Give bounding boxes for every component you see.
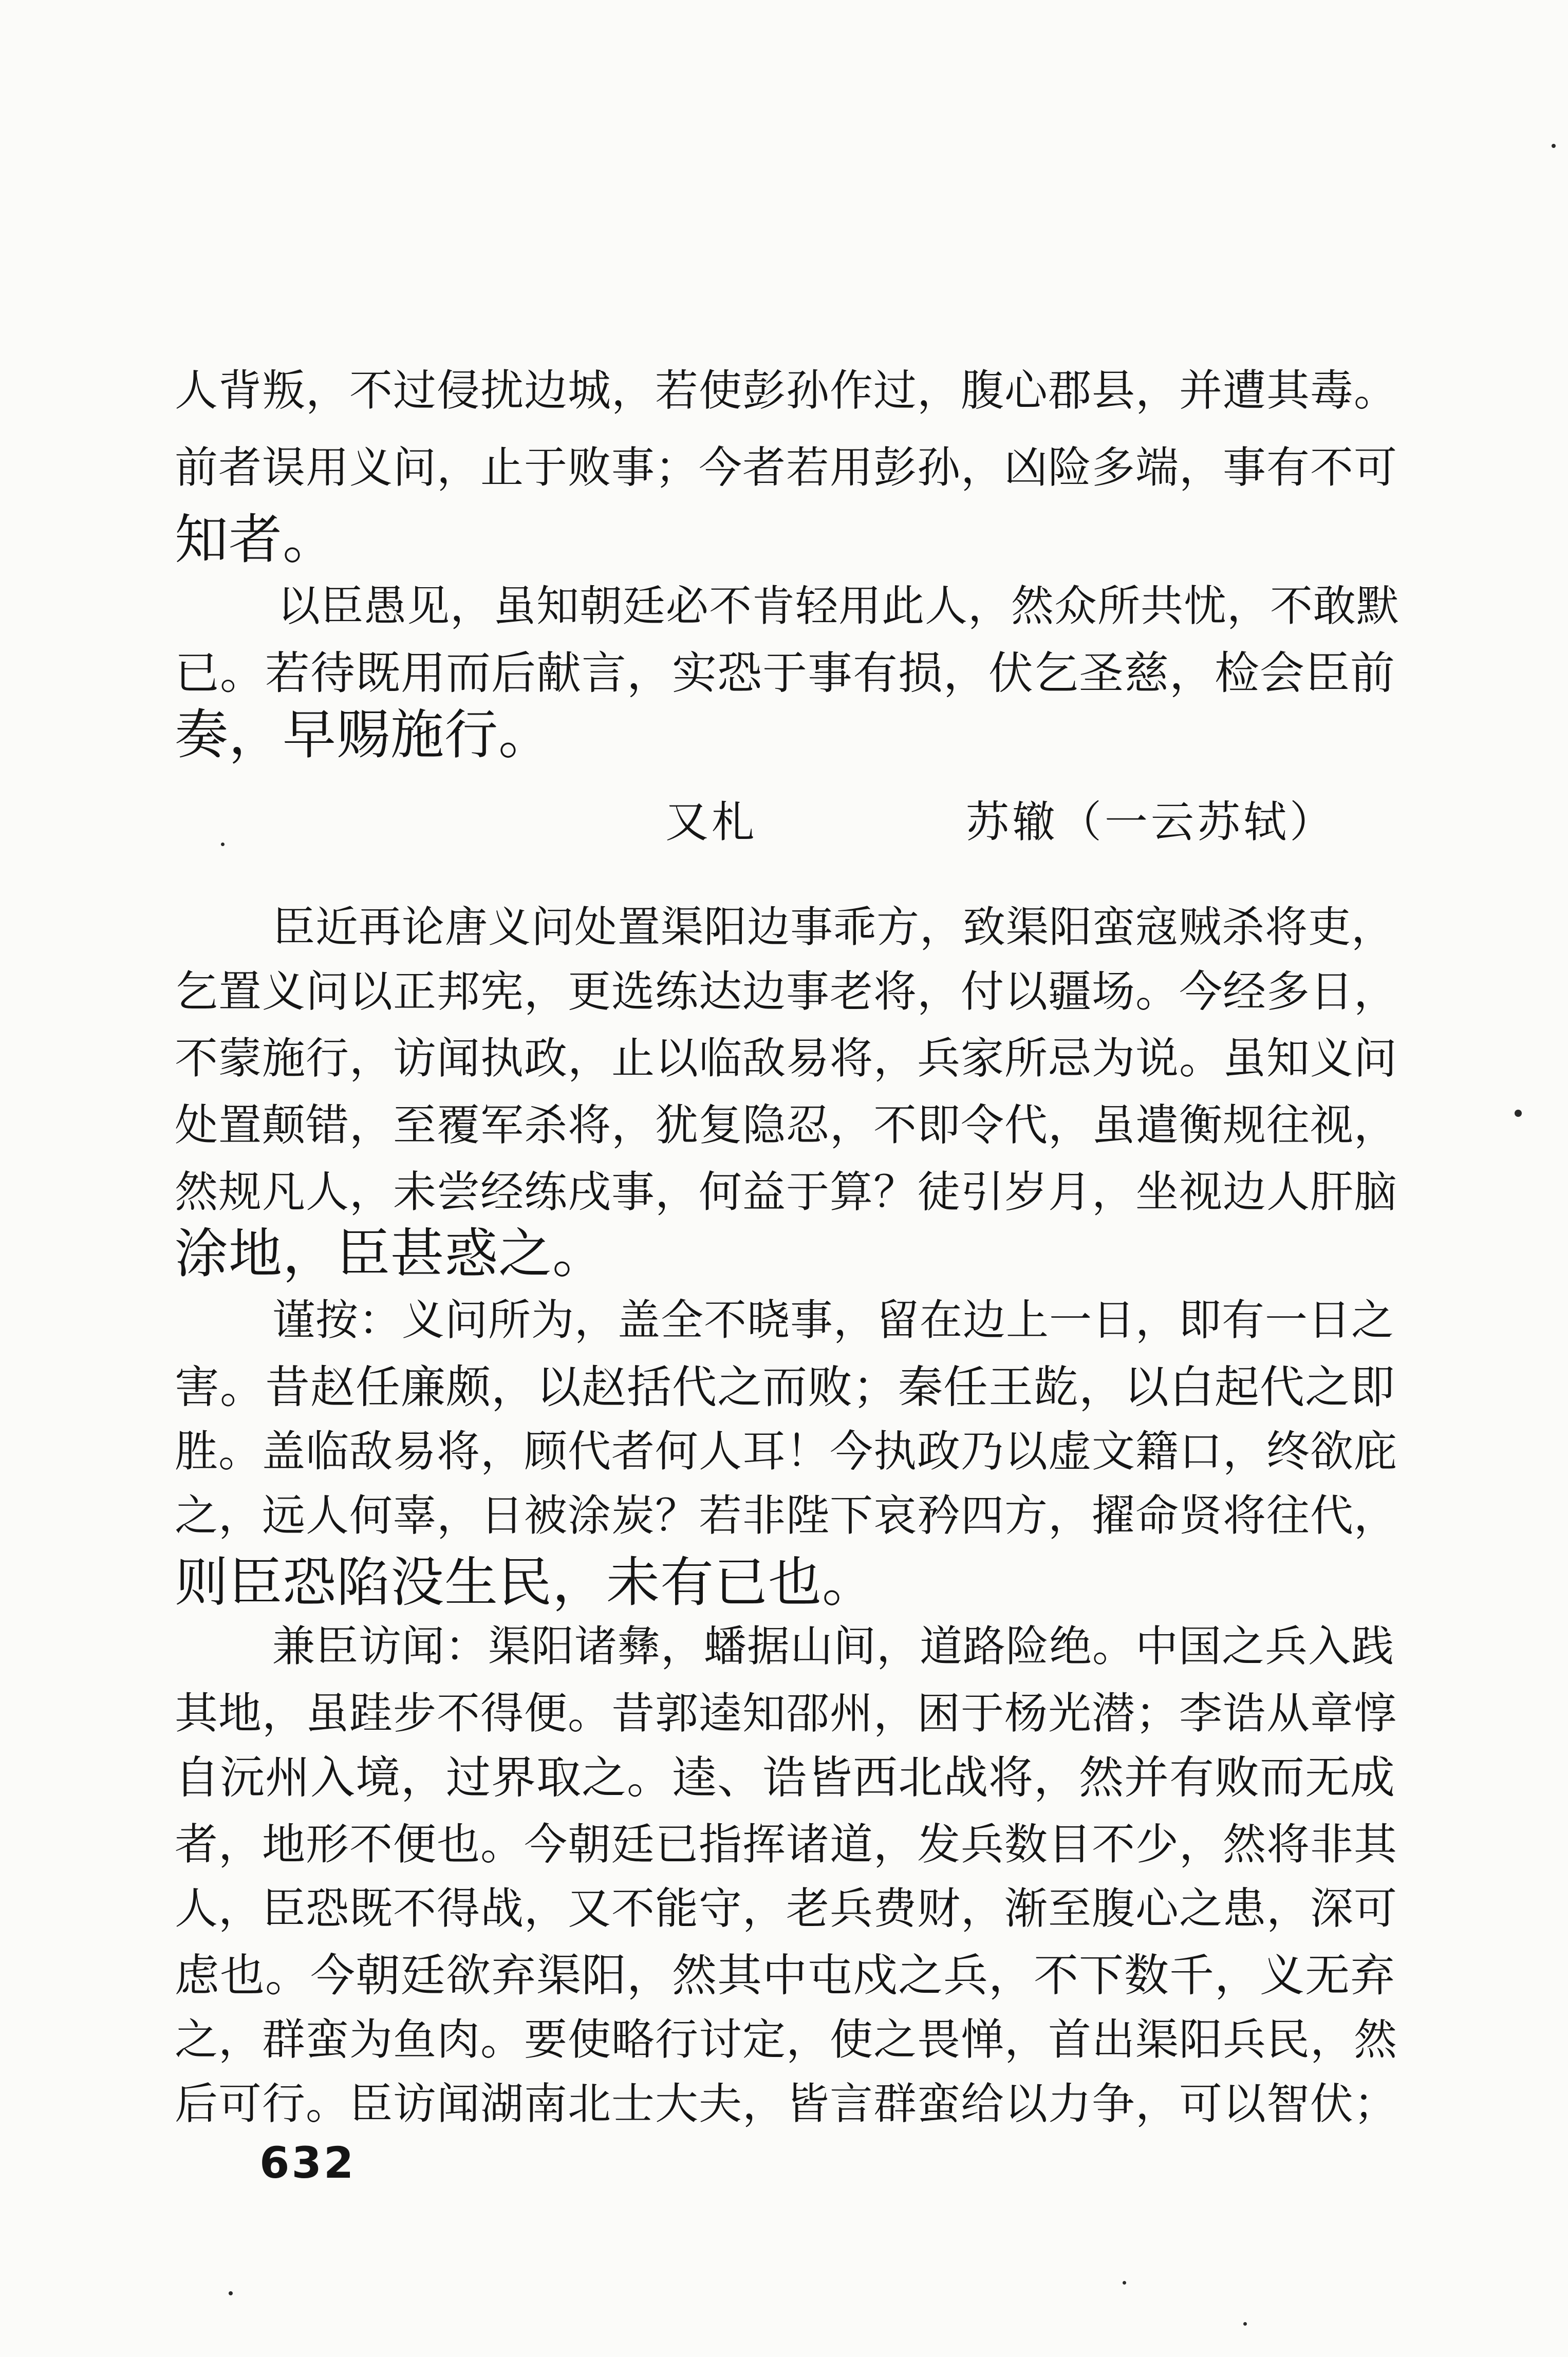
text-line: 知者。 <box>175 508 337 571</box>
text-line: 以臣愚见，虽知朝廷必不肯轻用此人，然众所共忧，不敢默 <box>277 581 1399 631</box>
text-line: 乞置义问以正邦宪，更选练达边事老将，付以疆场。今经多日， <box>175 966 1398 1017</box>
text-line: 兼臣访闻：渠阳诸彝，蟠据山间，道路险绝。中国之兵入践 <box>272 1621 1394 1671</box>
section-author: 苏辙（一云苏轼） <box>966 797 1336 847</box>
text-line: 奏，早赐施行。 <box>175 703 553 766</box>
scan-speck <box>1123 2281 1126 2285</box>
text-line: 其地，虽跬步不得便。昔郭逵知邵州，困于杨光潜；李诰从章惇 <box>175 1688 1398 1738</box>
text-line: 人，臣恐既不得战，又不能守，老兵费财，渐至腹心之患，深可 <box>175 1883 1398 1934</box>
scan-speck <box>1515 1110 1522 1117</box>
text-line: 涂地，臣甚惑之。 <box>175 1222 607 1285</box>
text-line: 胜。盖临敌易将，顾代者何人耳！今执政乃以虚文籍口，终欲庇 <box>175 1426 1398 1476</box>
text-line: 自沅州入境，过界取之。逵、诰皆西北战将，然并有败而无成 <box>175 1751 1395 1804</box>
text-line: 已。若待既用而后献言，实恐于事有损，伏乞圣慈，检会臣前 <box>175 647 1395 699</box>
text-line: 处置颠错，至覆军杀将，犹复隐忍，不即令代，虽遣衡规往视， <box>175 1100 1398 1150</box>
text-line: 之，远人何辜，日被涂炭？若非陛下哀矜四方，擢命贤将往代， <box>175 1490 1398 1541</box>
scan-speck <box>229 2291 233 2295</box>
text-line: 然规凡人，未尝经练戌事，何益于算？徒引岁月，坐视边人肝脑 <box>175 1167 1398 1217</box>
text-line: 后可行。臣访闻湖南北士大夫，皆言群蛮给以力争，可以智伏； <box>175 2079 1398 2129</box>
scan-speck <box>1552 144 1556 148</box>
scan-speck <box>221 843 225 846</box>
text-line: 虑也。今朝廷欲弃渠阳，然其中屯戍之兵，不下数千，义无弃 <box>175 1949 1395 2001</box>
text-line: 者，地形不便也。今朝廷已指挥诸道，发兵数目不少，然将非其 <box>175 1819 1398 1869</box>
text-line: 谨按：义问所为，盖全不晓事，留在边上一日，即有一日之 <box>272 1295 1394 1345</box>
text-line: 则臣恐陷没生民，未有已也。 <box>175 1551 876 1614</box>
page-number: 632 <box>259 2138 356 2188</box>
text-line: 不蒙施行，访闻执政，止以临敌易将，兵家所忌为说。虽知义问 <box>175 1033 1398 1083</box>
text-line: 前者误用义问，止于败事；今者若用彭孙，凶险多端，事有不可 <box>175 442 1398 493</box>
text-line: 臣近再论唐义问处置渠阳边事乖方，致渠阳蛮寇贼杀将吏， <box>272 902 1394 952</box>
text-line: 害。昔赵任廉颇，以赵括代之而败；秦任王龁，以白起代之即 <box>175 1361 1395 1413</box>
section-title: 又札 <box>665 797 758 847</box>
scan-speck <box>1243 2322 1247 2326</box>
text-line: 人背叛，不过侵扰边城，若使彭孙作过，腹心郡县，并遭其毒。 <box>175 365 1398 416</box>
text-line: 之，群蛮为鱼肉。要使略行讨定，使之畏惮，首出渠阳兵民，然 <box>175 2014 1398 2065</box>
